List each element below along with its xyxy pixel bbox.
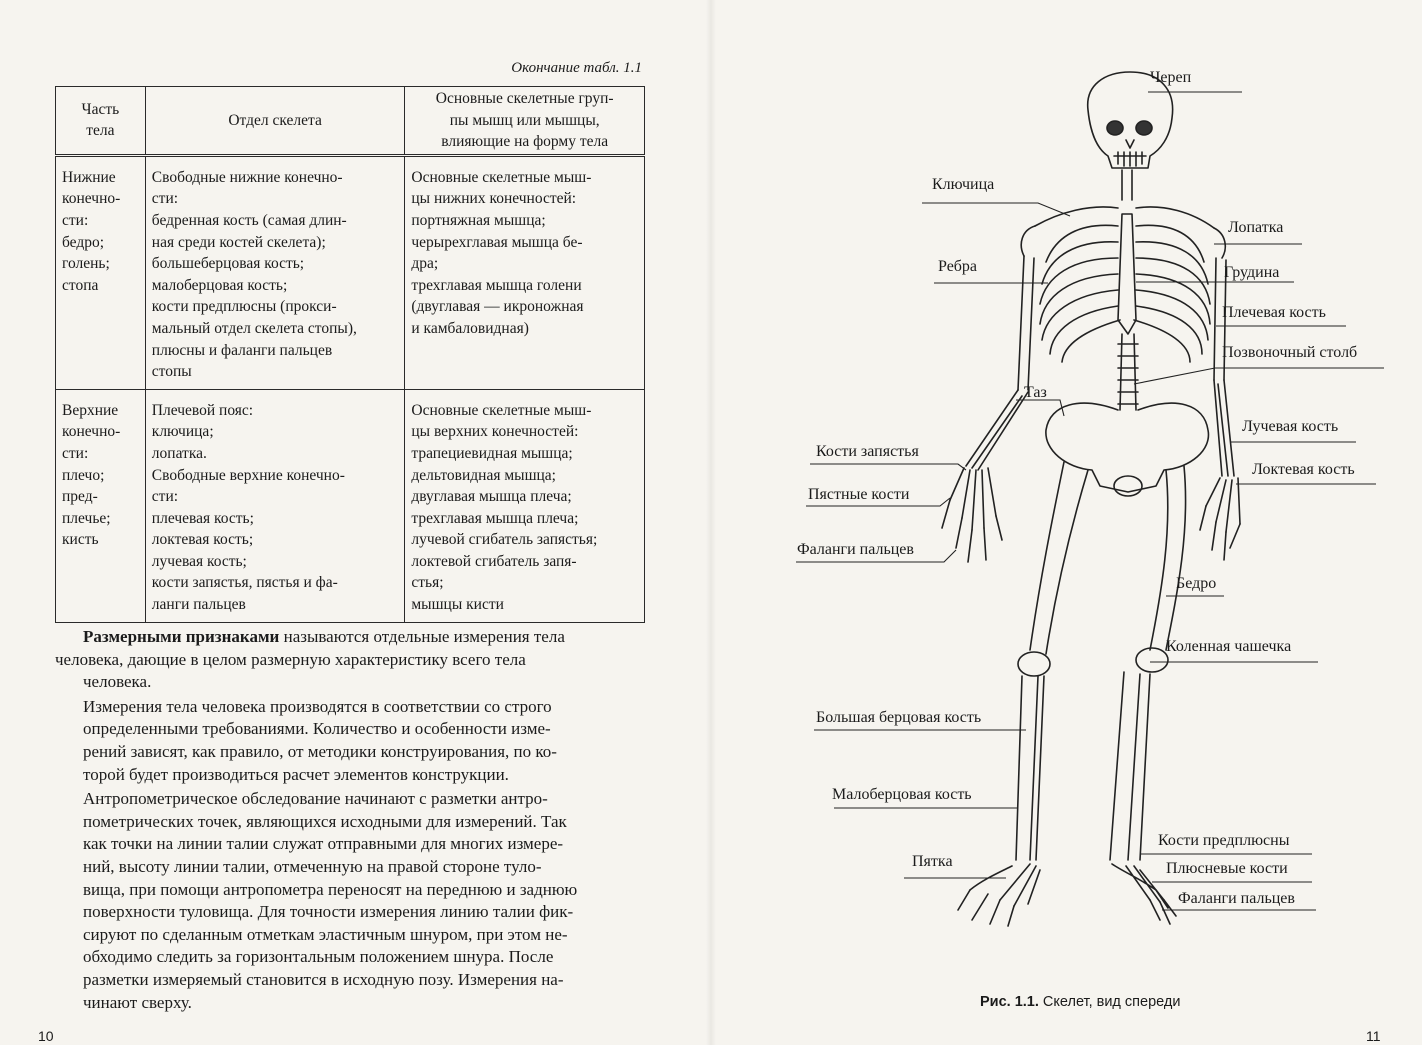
label-carpals: Кости запястья — [816, 443, 919, 460]
page-number-right: 11 — [1366, 1028, 1381, 1044]
label-sternum: Грудина — [1224, 264, 1280, 281]
label-hand-phalanges: Фаланги пальцев — [797, 541, 914, 558]
label-ulna: Локтевая кость — [1252, 461, 1355, 478]
header-body-part: Часть тела — [56, 87, 146, 156]
page-number-left: 10 — [38, 1028, 54, 1044]
header-muscle-groups: Основные скелетные груп- пы мышц или мышцы, влияющие на форму тела — [405, 87, 645, 156]
cell-body-part: Нижние конечно- сти: бедро; голень; стопа — [56, 155, 146, 389]
cell-skeleton-section: Плечевой пояс: ключица; лопатка. Свободные верхние конечно- сти: плечевая кость; локтевая кость; лучевая кость; кости запястья, пястья и фа- ланги пальцев — [145, 389, 405, 622]
label-heel: Пятка — [912, 853, 953, 870]
label-femur: Бедро — [1176, 575, 1217, 592]
label-metacarpals: Пястные кости — [808, 486, 910, 503]
label-metatarsals: Плюсневые кости — [1166, 860, 1288, 877]
label-foot-phalanges: Фаланги пальцев — [1178, 890, 1295, 907]
body-text — [55, 626, 645, 1016]
table-caption: Окончание табл. 1.1 — [511, 60, 642, 76]
label-scapula: Лопатка — [1228, 219, 1284, 236]
skeleton-table — [55, 86, 645, 623]
term-bold: Размерными признаками — [83, 627, 280, 646]
paragraph: Размерными признаками называются отдельные измерения тела человека, дающие в целом размерную характеристику всего тела человека. — [55, 627, 565, 692]
book-gutter — [706, 0, 716, 1045]
table-header-row — [56, 87, 645, 156]
label-tarsals: Кости предплюсны — [1158, 832, 1290, 849]
table-row — [56, 155, 645, 389]
label-ribs: Ребра — [938, 258, 978, 275]
figure-caption: Рис. 1.1. Скелет, вид спереди — [980, 994, 1181, 1010]
label-fibula: Малоберцовая кость — [832, 786, 972, 803]
cell-body-part: Верхние конечно- сти: плечо; пред- плечье; кисть — [56, 389, 146, 622]
label-clavicle: Ключица — [932, 176, 995, 193]
label-patella: Коленная чашечка — [1166, 638, 1292, 655]
paragraph: Измерения тела человека производятся в соответствии со строго определенными требованиями. Количество и особенности изме- рений зависят, как правило, от методики конструирования, по ко- торой будет производиться расчет элементов конструкции. — [83, 696, 557, 784]
cell-muscle-groups: Основные скелетные мыш- цы нижних конечностей: портняжная мышца; черырехглавая мышца бе- дра; трехглавая мышца голени (двуглавая — икроножная и камбаловидная) — [405, 155, 645, 389]
label-spine: Позвоночный столб — [1222, 344, 1358, 361]
cell-skeleton-section: Свободные нижние конечно- сти: бедренная кость (самая длин- ная среди костей скелета); большеберцовая кость; малоберцовая кость; кости предплюсны (прокси- мальный отдел скелета стопы), плюсны и фаланги пальцев стопы — [145, 155, 405, 389]
cell-muscle-groups: Основные скелетные мыш- цы верхних конечностей: трапециевидная мышца; дельтовидная мышца; двуглавая мышца плеча; трехглавая мышца плеча; лучевой сгибатель запястья; локтевой сгибатель запя- стья; мышцы кисти — [405, 389, 645, 622]
table-row — [56, 389, 645, 622]
header-skeleton-section: Отдел скелета — [145, 87, 405, 156]
label-pelvis: Таз — [1024, 384, 1047, 401]
right-page — [711, 0, 1422, 1045]
label-tibia: Большая берцовая кость — [816, 709, 982, 726]
paragraph: Антропометрическое обследование начинают с разметки антро- пометрических точек, являющихся исходными для измерений. Так как точки на линии талии служат отправными для многих измере- ний, высоту линии талии, отмеченную на правой стороне туло- вища, при помощи антропометра переносят на переднюю и заднюю поверхности туловища. Для точности измерения линию талии фик- сируют по сделанным отметкам эластичным шнуром, при этом не- обходимо следить за горизонтальным положением шнура. После разметки измеряемый становится в исходную позу. Измерения на- чинают сверху. — [83, 789, 578, 1012]
label-skull: Череп — [1150, 69, 1192, 86]
label-radius: Лучевая кость — [1242, 418, 1339, 435]
label-humerus: Плечевая кость — [1222, 304, 1326, 321]
